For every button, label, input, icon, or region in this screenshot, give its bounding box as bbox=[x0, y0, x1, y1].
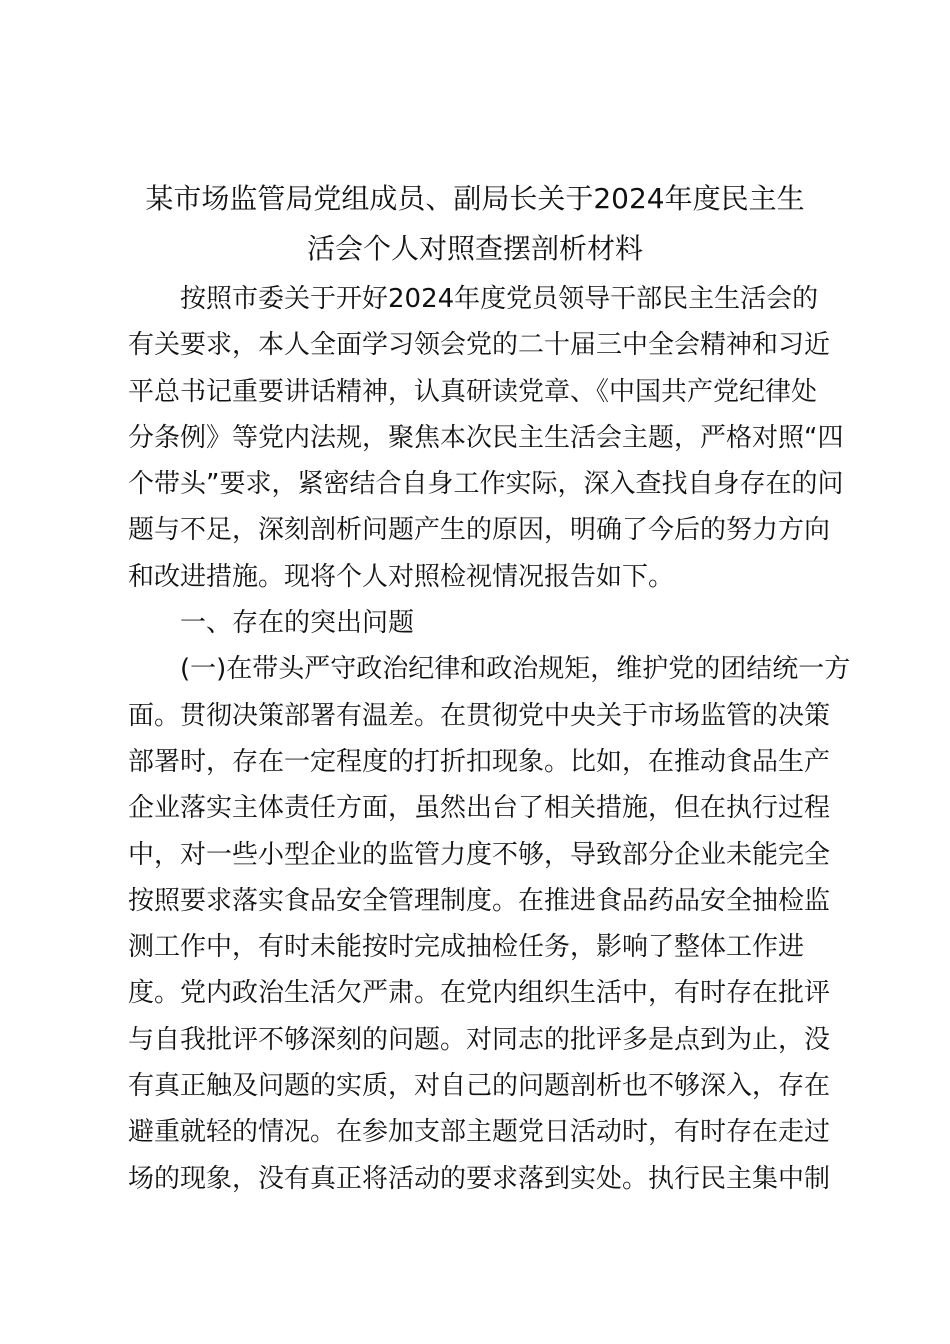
title-line-1: 某市场监管局党组成员、副局长关于2024年度民主生 bbox=[145, 182, 805, 215]
title-line-2: 活会个人对照查摆剖析材料 bbox=[306, 232, 643, 265]
body-line: 和改进措施。现将个人对照检视情况报告如下。 bbox=[128, 561, 675, 592]
body-line: 按照市委关于开好2024年度党员领导干部民主生活会的 bbox=[128, 284, 819, 314]
document-title bbox=[120, 174, 830, 274]
body-line: 分条例》等党内法规，聚焦本次民主生活会主题，严格对照“四 bbox=[128, 422, 844, 453]
body-line: 按照要求落实食品安全管理制度。在推进食品药品安全抽检监 bbox=[128, 885, 831, 916]
document-body bbox=[128, 276, 851, 1202]
body-line: 与自我批评不够深刻的问题。对同志的批评多是点到为止，没 bbox=[128, 1024, 831, 1055]
body-line: 平总书记重要讲话精神，认真研读党章、《中国共产党纪律处 bbox=[128, 376, 818, 407]
body-line: 测工作中，有时未能按时完成抽检任务，影响了整体工作进 bbox=[128, 932, 805, 963]
body-line: 场的现象，没有真正将活动的要求落到实处。执行民主集中制 bbox=[128, 1163, 831, 1194]
body-line: 个带头”要求，紧密结合自身工作实际，深入查找自身存在的问 bbox=[128, 469, 844, 500]
body-line: 企业落实主体责任方面，虽然出台了相关措施，但在执行过程 bbox=[128, 793, 831, 824]
body-line: 部署时，存在一定程度的打折扣现象。比如，在推动食品生产 bbox=[128, 746, 831, 777]
section-heading: 一、存在的突出问题 bbox=[128, 608, 415, 639]
body-line: (一)在带头严守政治纪律和政治规矩，维护党的团结统一方 bbox=[128, 654, 851, 685]
body-line: 避重就轻的情况。在参加支部主题党日活动时，有时存在走过 bbox=[128, 1117, 831, 1148]
body-line: 有真正触及问题的实质，对自己的问题剖析也不够深入，存在 bbox=[128, 1071, 831, 1102]
body-line: 度。党内政治生活欠严肃。在党内组织生活中，有时存在批评 bbox=[128, 978, 831, 1009]
body-line: 题与不足，深刻剖析问题产生的原因，明确了今后的努力方向 bbox=[128, 515, 831, 546]
body-line: 面。贯彻决策部署有温差。在贯彻党中央关于市场监管的决策 bbox=[128, 700, 831, 731]
body-line: 有关要求，本人全面学习领会党的二十届三中全会精神和习近 bbox=[128, 330, 831, 361]
body-line: 中，对一些小型企业的监管力度不够，导致部分企业未能完全 bbox=[128, 839, 831, 870]
